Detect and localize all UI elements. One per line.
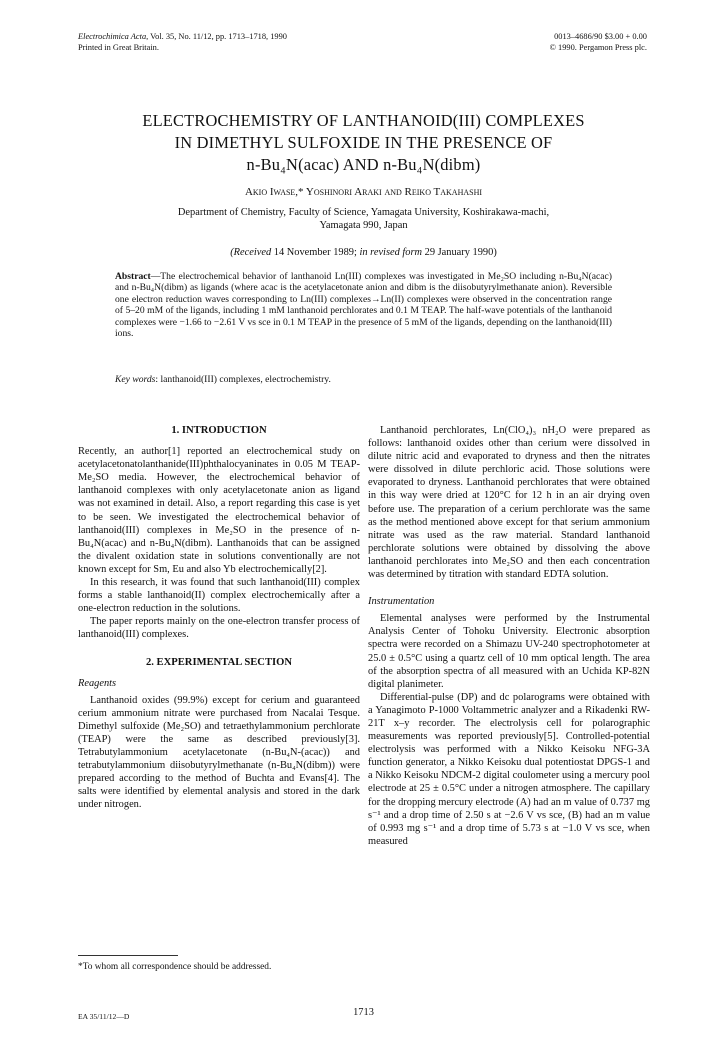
left-column [78,424,360,812]
received-dates [0,247,727,258]
affiliation [130,206,597,232]
reagents-paragraph: Lanthanoid oxides (99.9%) except for cerium and guaranteed cerium ammonium nitrate were purchased from Nacalai Tesque. Dimethyl sulfoxide (Me₂SO) and tetraethylammonium perchlorate (TEAP) were the same as described previously[3]. Tetrabutylammonium acetylacetonate (n-Bu₄N-(acac)) and tetrabutylammonium diisobutyrylmethanate (n-Bu₄N(dibm)) were prepared according to the method of Buchta and Evans[4]. The salts were identified by elemental analysis and stored in the dark under nitrogen. [78,694,360,811]
printed-note: Printed in Great Britain. [78,42,159,52]
revised-prefix: in revised form [359,247,423,258]
instrumentation-paragraph-1: Elemental analyses were performed by the Instrumental Analysis Center of Tohoku University. Electronic absorption spectra were recorded on a Shimazu UV-240 spectrophotometer at 25.0 ± 0.5°C using a quartz cell of 10 mm optical length. The area of the absorption spectra of all measured with an Uchida KP-82N digital planimeter. [368,613,650,690]
title-line-2: IN DIMETHYL SULFOXIDE IN THE PRESENCE OF [174,133,553,152]
abstract-text: —The electrochemical behavior of lanthanoid Ln(III) complexes was investigated in Me₂SO including n-Bu₄N(acac) and n-Bu₄N(dibm) as ligands (where acac is the acetylacetonate anion and dibm is the diisobutyrylmethanate anion). Reversible one electron reduction waves corresponding to Ln(III) complexes→Ln(II) complexes were observed in the concentration range of 5–20 mM of the ligands, including 1 mM lanthanoid perchlorates and 0.1 M TEAP. The half-wave potentials of the lanthanoid complexes were −1.66 to −2.61 V vs sce in 0.1 M TEAP in the presence of 5 mM of the ligands, depending on the lanthanoid(III) ions. [115,271,612,340]
received-date: 14 November 1989; [273,247,357,258]
intro-paragraph-2: In this research, it was found that such lanthanoid(III) complex forms a stable lanthanoid(II) complex electrochemically after a one-electron reduction in the solutions. [78,577,360,615]
copyright-note: © 1990. Pergamon Press plc. [549,42,647,52]
footnote-divider [78,955,178,956]
intro-paragraph-1: Recently, an author[1] reported an electrochemical study on acetylacetonatolanthanide(III)phthalocyaninates in 0.05 M TEAP-Me₂SO media. However, the electrochemical behavior of lanthanoid complexes with only acetylacetonate anion as ligand was not examined in detail. Also, a report regarding this case is yet to be seen. We investigated the electrochemical behavior of lanthanoid(III) complexes in Me₂SO in the presence of n-Bu₄N(acac) and n-Bu₄N(dibm). Lanthanoids that can be assigned the divalent oxidation state in solutions conventionally are not known except for Sm, Eu and also Yb electrochemically[2]. [78,446,360,575]
abstract-label: Abstract [115,271,151,282]
correspondence-footnote: *To whom all correspondence should be addressed. [78,962,272,972]
keywords-label: Key words [115,374,156,385]
reagents-heading: Reagents [78,677,117,689]
issn-code: 0013–4686/90 $3.00 + 0.00 [554,32,647,41]
abstract [115,271,612,339]
intro-paragraph-3: The paper reports mainly on the one-electron transfer process of lanthanoid(III) complexes. [78,616,360,641]
article-title [0,110,727,176]
revised-date: 29 January 1990) [424,247,497,258]
instrumentation-paragraph-2: Differential-pulse (DP) and dc polarograms were obtained with a Yanagimoto P-1000 Voltammetric analyzer and a Rikadenki RW-21T x–y recorder. The electrolysis cell for polarographic measurements was reported previously[5]. Controlled-potential electrolysis was performed with a Nikko Keisoku NFG-3A function generator, a Nikko Keisoku dual potentiostat DPGS-1 and a Nikko Keisoku NDCM-2 digital coulometer using a mercury pool electrode at 25 ± 0.5°C under a nitrogen atmosphere. The capillary for the dropping mercury electrode (A) had an m value of 0.737 mg s⁻¹ and a drop time of 2.50 s at −2.6 V vs sce, (B) had an m value of 0.993 mg s⁻¹ and a drop time of 5.73 s at −1.0 V vs sce, when measured [368,691,650,847]
title-line-3: n-Bu₄N(acac) AND n-Bu₄N(dibm) [246,155,481,174]
perchlorate-paragraph: Lanthanoid perchlorates, Ln(ClO₄)₃ nH₂O were prepared as follows: lanthanoid oxides other than cerium were dissolved in dilute nitric acid and evaporated to dryness and then the nitrates were dissolved in dilute perchloric acid. Those solutions were evaporated to dryness. Lanthanoid perchlorates that were obtained in this way were dried at 120°C for 12 h in an air drying oven before use. The preparation of a cerium perchlorate was the same as the method mentioned above except for that serium ammonium nitrate was used as the raw material. Standard lanthanoid perchlorate solutions were obtained by dissolving the above lanthanoid perchlorates into Me₂SO and then each concentration was determined by titration with standard EDTA solution. [368,425,650,581]
keywords [115,374,331,385]
affiliation-line-1: Department of Chemistry, Faculty of Science, Yamagata University, Koshirakawa-machi, [177,207,550,218]
affiliation-line-2: Yamagata 990, Japan [319,220,408,231]
instrumentation-heading: Instrumentation [368,596,435,608]
keywords-text: : lanthanoid(III) complexes, electrochemistry. [155,374,331,385]
author-list: Akio Iwase,* Yoshinori Araki and Reiko Takahashi [244,186,483,198]
journal-header-right [550,32,647,53]
received-prefix: (Received [230,247,272,258]
journal-header-left [78,32,287,53]
footer-code: EA 35/11/12—D [78,1012,130,1021]
journal-citation: , Vol. 35, No. 11/12, pp. 1713–1718, 1990 [146,32,287,41]
right-column [368,424,650,848]
title-line-1: ELECTROCHEMISTRY OF LANTHANOID(III) COMPLEXES [142,111,585,130]
experimental-heading: 2. EXPERIMENTAL SECTION [145,656,293,668]
introduction-heading: 1. INTRODUCTION [171,425,267,436]
page-number: 1713 [353,1007,374,1018]
journal-name: Electrochimica Acta [78,32,147,41]
